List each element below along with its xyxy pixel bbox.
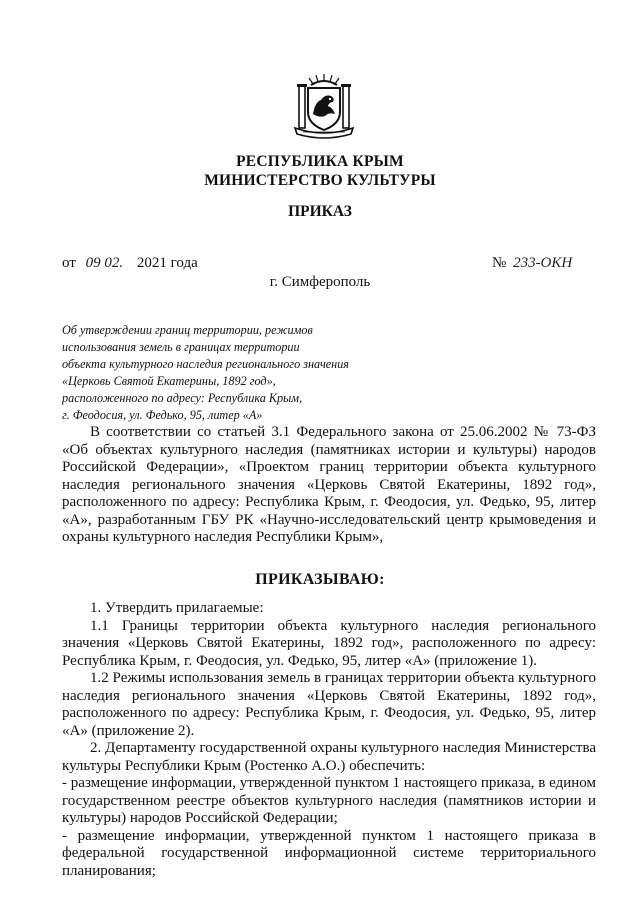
date-year: 2021 года — [136, 255, 198, 271]
handwritten-number: 233-ОКН — [513, 255, 573, 271]
order-title-line: объекта культурного наследия регионального значения — [62, 357, 349, 371]
republic-heading: РЕСПУБЛИКА КРЫМ — [236, 153, 404, 170]
number-prefix: № — [492, 255, 507, 271]
coat-of-arms-icon — [291, 72, 357, 140]
item-2: 2. Департаменту государственной охраны культурного наследия Министерства культуры Республики Крым (Ростенко А.О.) обеспечить: — [62, 740, 596, 774]
ministry-heading: МИНИСТЕРСТВО КУЛЬТУРЫ — [204, 172, 436, 189]
number-line — [492, 255, 572, 272]
bullet-1: - размещение информации, утвержденной пунктом 1 настоящего приказа, в едином государственном реестре объектов культурного наследия (памятников истории и культуры) народов Российской Федерации; — [62, 775, 596, 826]
order-items — [62, 600, 596, 880]
order-title-line: расположенного по адресу: Республика Крым, — [62, 391, 303, 405]
item-1: 1. Утвердить прилагаемые: — [90, 600, 264, 616]
order-word: ПРИКАЗЫВАЮ: — [255, 571, 385, 588]
handwritten-date: 09 02. — [85, 255, 124, 271]
preamble — [62, 424, 596, 547]
date-prefix: от — [62, 255, 76, 271]
order-title-line: Об утверждении границ территории, режимов — [62, 323, 313, 337]
bullet-2: - размещение информации, утвержденной пунктом 1 настоящего приказа в федеральной государственной информационной системе территориального планирования; — [62, 827, 596, 879]
preamble-text: В соответствии со статьей 3.1 Федерального закона от 25.06.2002 № 73-ФЗ «Об объектах культурного наследия (памятниках истории и культуры) народов Российской Федерации», «Проектом границ территории объекта культурного наследия регионального значения «Церковь Святой Екатерины, 1892 год», расположенного по адресу: Республика Крым, г. Феодосия, ул. Федько, 95, литер «А», разработанным ГБУ РК «Научно-исследовательский центр крымоведения и охраны культурного наследия Республики Крым», — [62, 424, 596, 545]
document-type: ПРИКАЗ — [288, 203, 352, 220]
order-title — [62, 322, 382, 424]
order-title-line: использования земель в границах территории — [62, 340, 300, 354]
item-1-1: 1.1 Границы территории объекта культурного наследия регионального значения «Церковь Святой Екатерины, 1892 год», расположенного по адресу: Республика Крым, г. Феодосия, ул. Федько, 95, литер «А» (приложение 1). — [62, 617, 596, 669]
city: г. Симферополь — [269, 274, 371, 290]
order-title-line: г. Феодосия, ул. Федько, 95, литер «А» — [62, 408, 263, 422]
item-1-2: 1.2 Режимы использования земель в границах территории объекта культурного наследия регионального значения «Церковь Святой Екатерины, 1892 год», расположенного по адресу: Республика Крым, г. Феодосия, ул. Федько, 95, литер «А» (приложение 2). — [62, 670, 596, 739]
order-title-line: «Церковь Святой Екатерины, 1892 год», — [62, 374, 276, 388]
date-line — [62, 255, 198, 272]
